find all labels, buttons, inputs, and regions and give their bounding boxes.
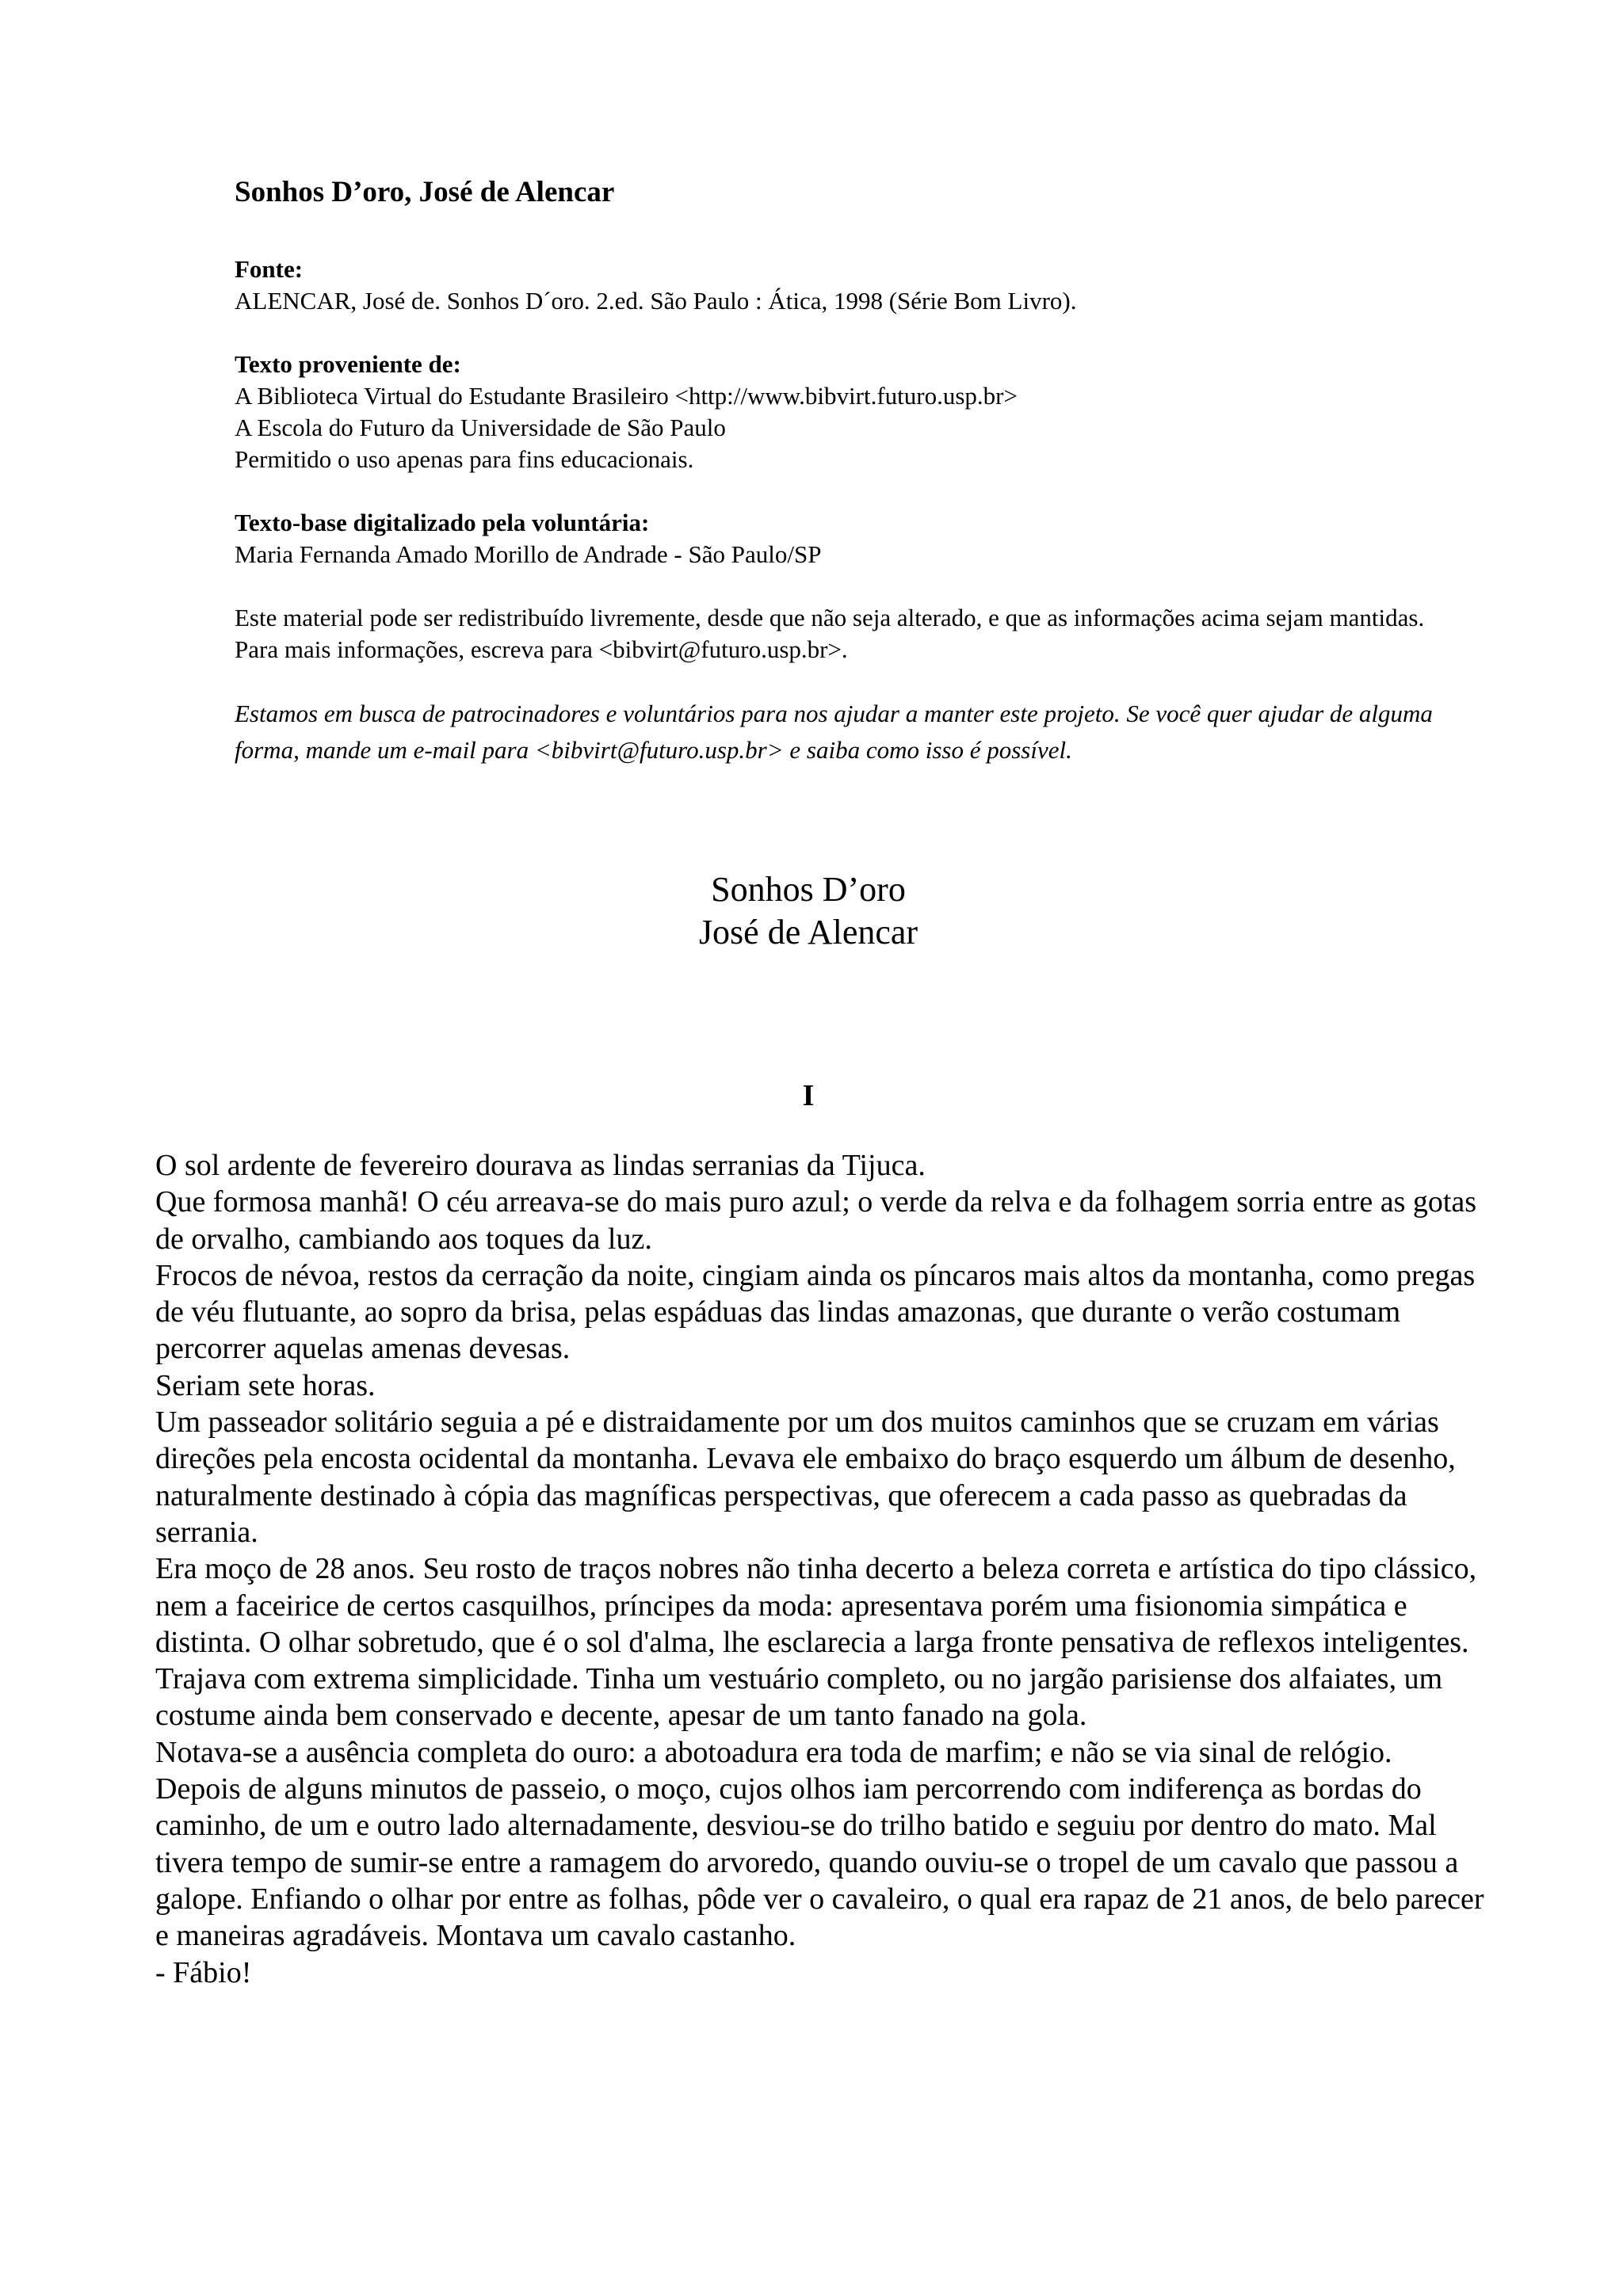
paragraph: Que formosa manhã! O céu arreava-se do mais puro azul; o verde da relva e da folhagem sorria entre as gotas de orvalho, cambiando aos toques da luz. [155,1185,1477,1256]
book-author: José de Alencar [698,913,918,952]
source-block [235,254,1471,317]
paragraph: Depois de alguns minutos de passeio, o moço, cujos olhos iam percorrendo com indiferença as bordas do caminho, de um e outro lado alternadamente, desviou-se do trilho batido e seguiu por dentro do mato. Mal tivera tempo de sumir-se entre a ramagem do arvoredo, quando ouviu-se o tropel de um cavalo que passou a galope. Enfiando o olhar por entre as folhas, pôde ver o cavaleiro, o qual era rapaz de 21 anos, de belo parecer e maneiras agradáveis. Montava um cavalo castanho. [155,1772,1484,1953]
digitized-label: Texto-base digitalizado pela voluntária: [235,509,650,536]
document-title: Sonhos D’oro, José de Alencar [235,176,615,208]
paragraph: O sol ardente de fevereiro dourava as lindas serranias da Tijuca. [155,1149,926,1182]
paragraph: Seriam sete horas. [155,1368,376,1402]
paragraph: Trajava com extrema simplicidade. Tinha um vestuário completo, ou no jargão parisiense dos alfaiates, um costume ainda bem conservado e decente, apesar de um tanto fanado na gola. [155,1662,1443,1733]
source-label: Fonte: [235,255,304,283]
source-citation: ALENCAR, José de. Sonhos D´oro. 2.ed. São Paulo : Ática, 1998 (Série Bom Livro). [235,287,1077,315]
chapter-number: I [802,1079,815,1112]
book-title: Sonhos D’oro [711,870,906,909]
paragraph: Notava-se a ausência completa do ouro: a abotoadura era toda de marfim; e não se via sinal de relógio. [155,1735,1392,1769]
sponsorship-appeal: Estamos em busca de patrocinadores e voluntários para nos ajudar a manter este projeto. Se você quer ajudar de alguma forma, mande um e-mail para <bibvirt@futuro.usp.br> e saiba como isso é possível. [235,700,1433,764]
paragraph: Um passeador solitário seguia a pé e distraidamente por um dos muitos caminhos que se cruzam em várias direções pela encosta ocidental da montanha. Levava ele embaixo do braço esquerdo um álbum de desenho, naturalmente destinado à cópia das magníficas perspectivas, que oferecem a cada passo as quebradas da serrania. [155,1405,1456,1549]
origin-block [235,349,1471,475]
paragraph: - Fábio! [155,1955,252,1989]
digitized-by: Maria Fernanda Amado Morillo de Andrade - São Paulo/SP [235,540,822,568]
digitized-block [235,507,1471,570]
front-matter [235,174,1471,769]
book-heading [0,868,1617,954]
origin-label: Texto proveniente de: [235,350,461,378]
origin-line: A Escola do Futuro da Universidade de São Paulo [235,414,726,441]
chapter-body [155,1147,1487,1991]
paragraph: Frocos de névoa, restos da cerração da noite, cingiam ainda os píncaros mais altos da montanha, como pregas de véu flutuante, ao sopro da brisa, pelas espáduas das lindas amazonas, que durante o verão costumam percorrer aquelas amenas devesas. [155,1258,1476,1366]
origin-line: Permitido o uso apenas para fins educacionais. [235,445,694,473]
origin-line: A Biblioteca Virtual do Estudante Brasileiro <http://www.bibvirt.futuro.usp.br> [235,382,1018,410]
redistribution-notice: Este material pode ser redistribuído livremente, desde que não seja alterado, e que as informações acima sejam mantidas. Para mais informações, escreva para <bibvirt@futuro.usp.br>. [235,604,1425,663]
paragraph: Era moço de 28 anos. Seu rosto de traços nobres não tinha decerto a beleza correta e artística do tipo clássico, nem a faceirice de certos casquilhos, príncipes da moda: apresentava porém uma fisionomia simpática e distinta. O olhar sobretudo, que é o sol d'alma, lhe esclarecia a larga fronte pensativa de reflexos inteligentes. [155,1552,1477,1659]
